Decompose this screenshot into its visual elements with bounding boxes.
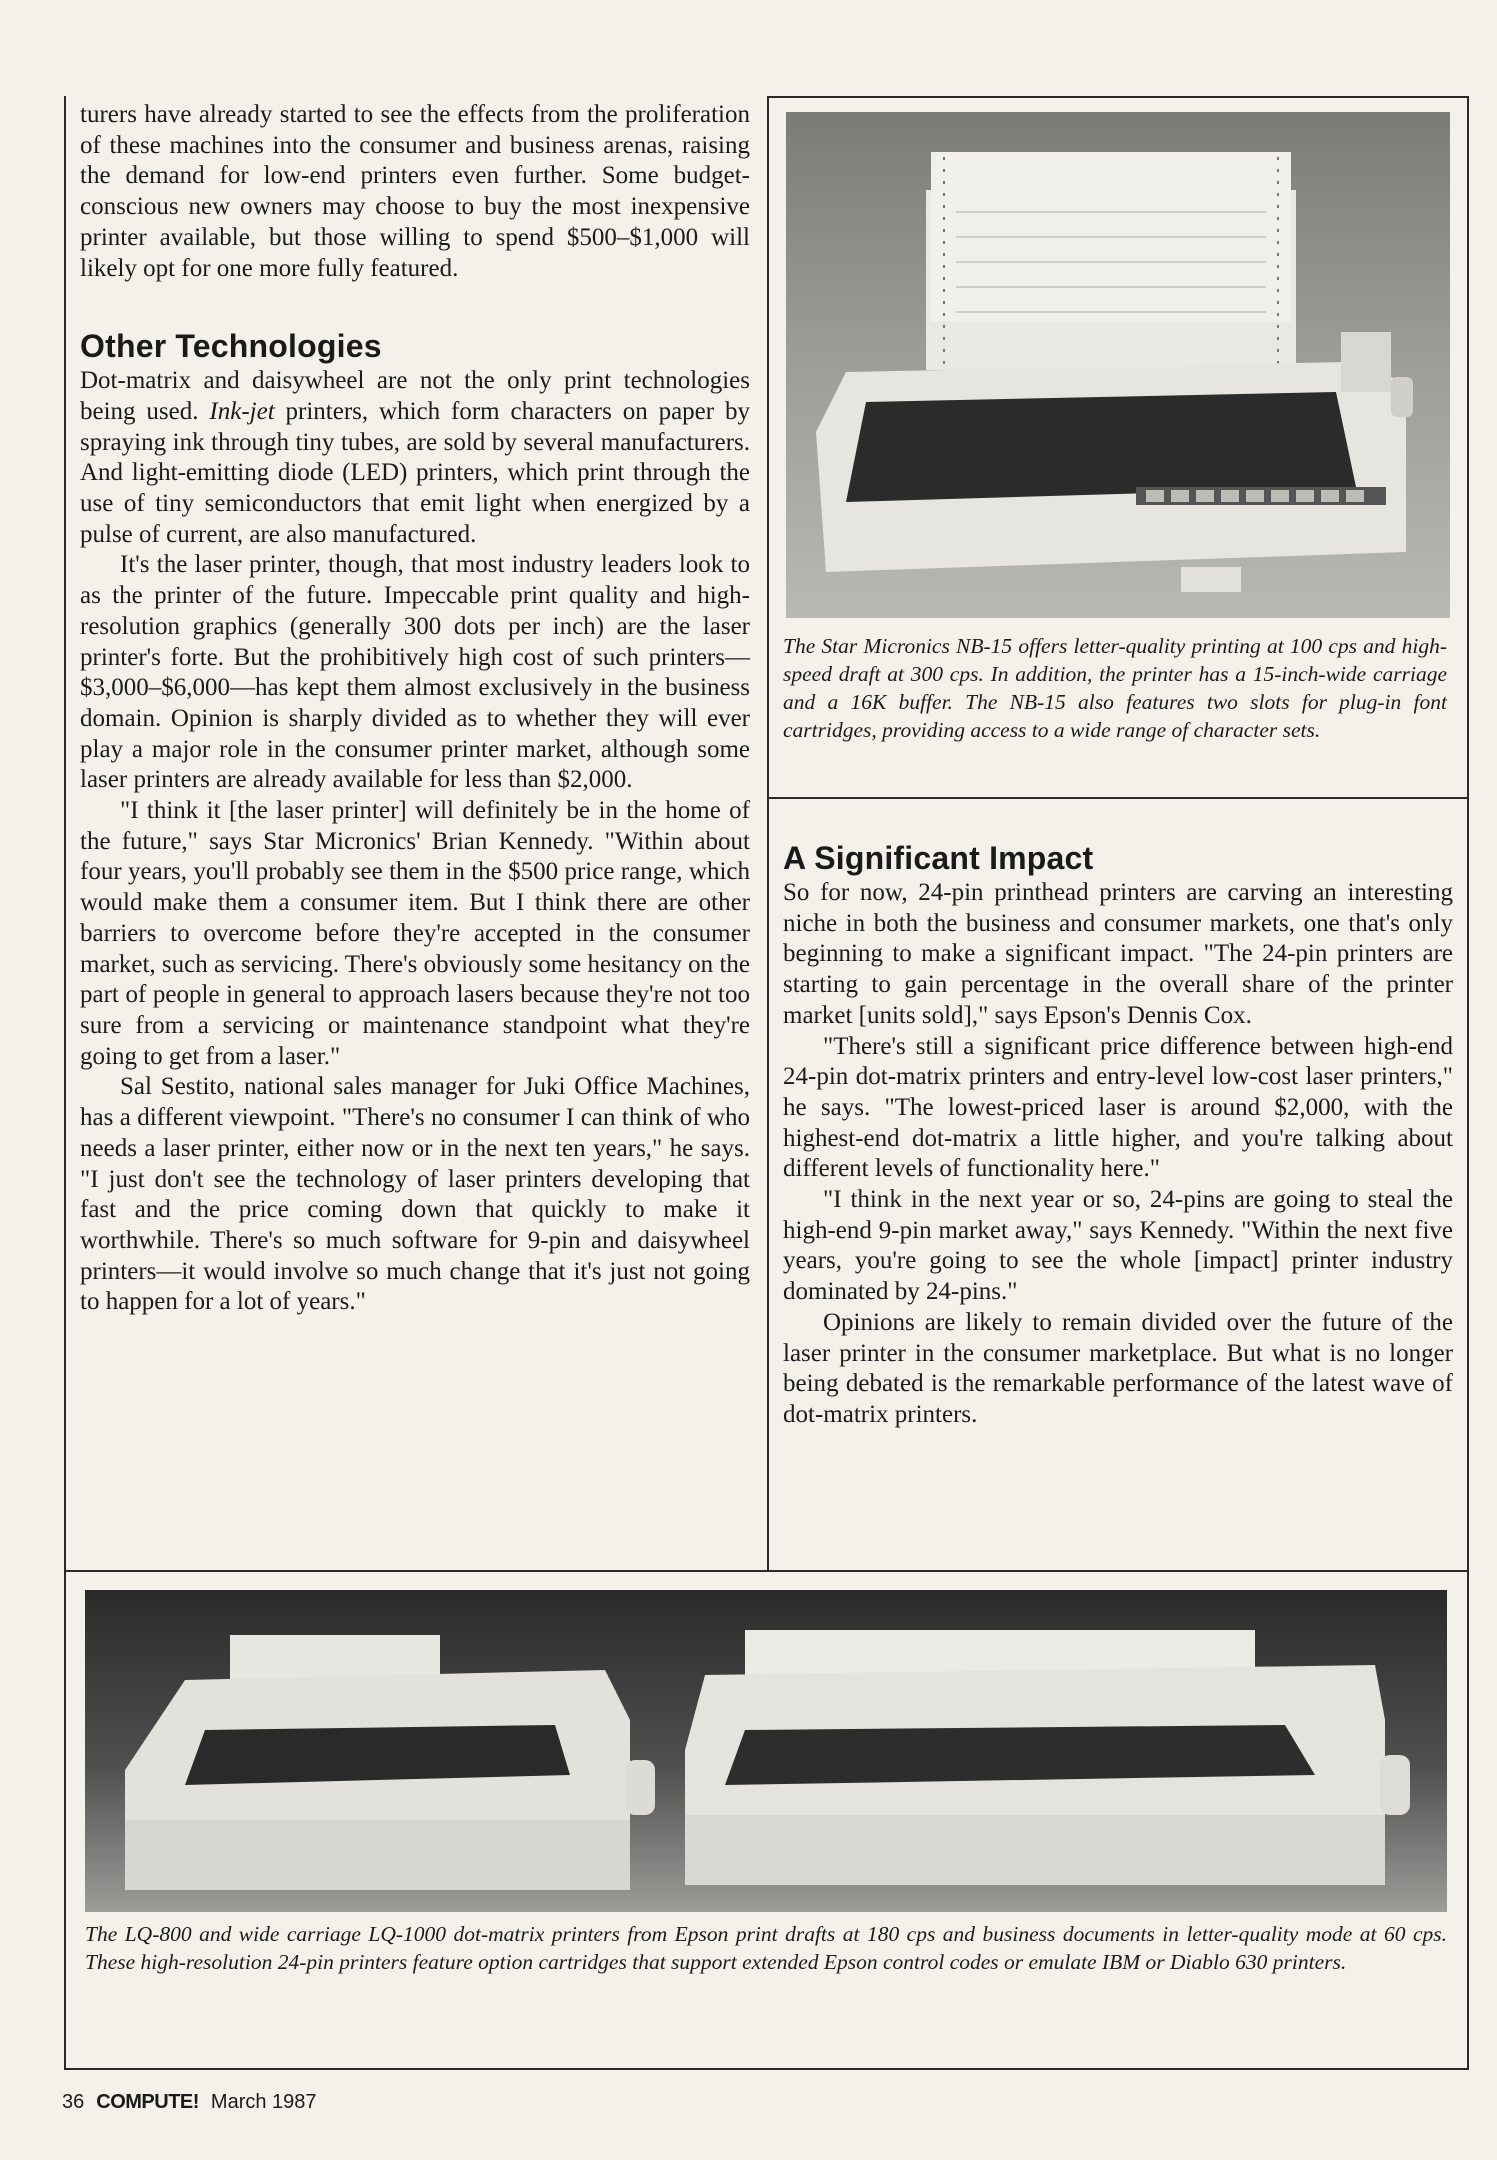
intro-paragraph: turers have already started to see the effects from the proliferation of these machines into the consumer and business arenas, raising the demand for low-end printers even further. Some budget-conscious new owners may choose to buy the most inexpensive printer available, but those willing to spend $500–$1,000 will likely opt for one more fully featured.	[80, 101, 750, 282]
body-paragraph: Dot-matrix and daisywheel are not the only print technologies being used. Ink-jet printers, which form characters on paper by spraying ink through tiny tubes, are sold by several manufacturers. And light-emitting diode (LED) printers, which print through the use of tiny semiconductors that emit light when energized by a pulse of current, are also manufactured.	[80, 367, 750, 548]
issue-date: March 1987	[210, 2091, 317, 2113]
magazine-name: COMPUTE!	[96, 2091, 199, 2113]
frame-left-line	[64, 96, 66, 2070]
epson-printers-illustration	[85, 1590, 1447, 1912]
epson-printers-photo	[85, 1590, 1447, 1912]
section-heading: A Significant Impact	[783, 840, 1094, 876]
caption-divider-line	[767, 797, 1469, 799]
section-heading: Other Technologies	[80, 328, 382, 365]
body-paragraph: Sal Sestito, national sales manager for Juki Office Machines, has a different viewpoint. "There's no consumer I can think of who needs a laser printer, either now or in the next ten years," he says. "I just don't see the technology of laser printers developing that fast and the price coming down that quickly to make it worthwhile. There's so much software for 9-pin and daisywheel printers—it would involve so much change that it's just not going to happen for a lot of years."	[80, 1073, 750, 1316]
frame-bottom-line	[64, 2068, 1469, 2070]
body-paragraph: It's the laser printer, though, that most industry leaders look to as the printer of the future. Impeccable print quality and high-resolution graphics (generally 300 dots per inch) are the laser printer's forte. But the prohibitively high cost of such printers—$3,000–$6,000—has kept them almost exclusively in the business domain. Opinion is sharply divided as to whether they will ever play a major role in the consumer printer market, although some laser printers are already available for less than $2,000.	[80, 551, 750, 794]
printer-photo	[786, 112, 1450, 618]
left-column	[80, 100, 750, 1318]
bottom-photo-caption: The LQ-800 and wide carriage LQ-1000 dot-matrix printers from Epson print drafts at 180 cps and business documents in letter-quality mode at 60 cps. These high-resolution 24-pin printers feature option cartridges that support extended Epson control codes or emulate IBM or Diablo 630 printers.	[85, 1922, 1447, 1974]
body-paragraph: Opinions are likely to remain divided over the future of the laser printer in the consumer marketplace. But what is no longer being debated is the remarkable performance of the latest wave of dot-matrix printers.	[783, 1308, 1453, 1428]
bottom-section-line	[64, 1570, 1469, 1572]
body-paragraph: "I think in the next year or so, 24-pins are going to steal the high-end 9-pin market away," says Kennedy. "Within the next five years, you're going to see the whole [impact] printer industry dominated by 24-pins."	[783, 1186, 1453, 1306]
page-number: 36	[62, 2091, 85, 2113]
body-paragraph: So for now, 24-pin printhead printers are carving an interesting niche in both the business and consumer markets, one that's only beginning to make a significant impact. "The 24-pin printers are starting to gain percentage in the overall share of the printer market [units sold]," says Epson's Dennis Cox.	[783, 879, 1453, 1029]
right-column	[783, 840, 1453, 1431]
frame-top-line	[767, 96, 1469, 98]
body-paragraph: "I think it [the laser printer] will definitely be in the home of the future," says Star Micronics' Brian Kennedy. "Within about four years, you'll probably see them in the $500 price range, which would make them a consumer item. But I think there are other barriers to overcome before they're accepted in the consumer market, such as servicing. There's obviously some hesitancy on the part of people in general to approach lasers because they're not too sure from a servicing or maintenance standpoint what they're going to get from a laser."	[80, 797, 750, 1070]
frame-right-line	[1467, 96, 1469, 2070]
page-footer	[62, 2091, 317, 2114]
body-paragraph: "There's still a significant price difference between high-end 24-pin dot-matrix printers and entry-level low-cost laser printers," he says. "The lowest-priced laser is around $2,000, with the highest-end dot-matrix a little higher, and you're talking about different levels of functionality here."	[783, 1032, 1453, 1183]
frame-middle-line	[767, 96, 769, 1572]
top-photo-caption: The Star Micronics NB-15 offers letter-quality printing at 100 cps and high-speed draft at 300 cps. In addition, the printer has a 15-inch-wide carriage and a 16K buffer. The NB-15 also features two slots for plug-in font cartridges, providing access to a wide range of character sets.	[783, 634, 1447, 742]
printer-illustration	[786, 112, 1450, 618]
